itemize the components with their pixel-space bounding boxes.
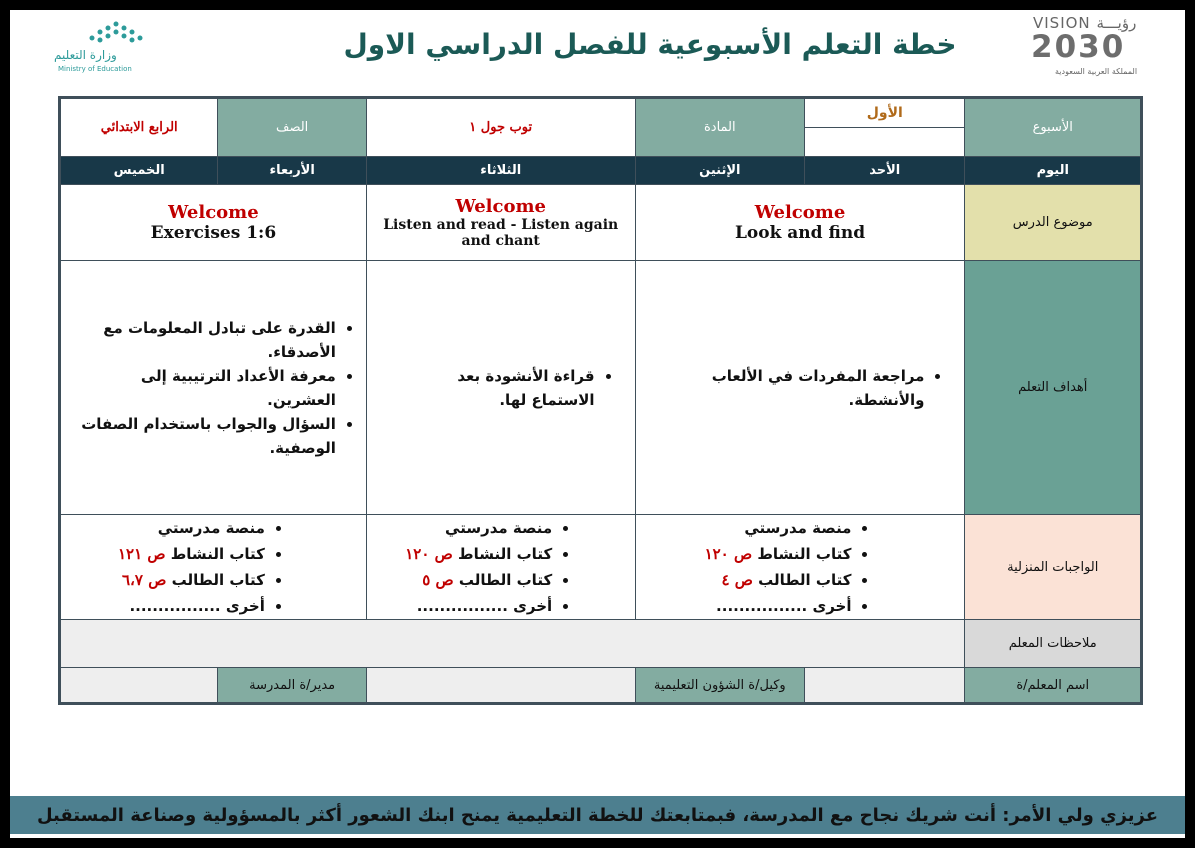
day-wednesday: الأربعاء (218, 157, 366, 185)
topic-col2-text: Listen and read - Listen again and chant (383, 217, 619, 249)
principal-label: مدير/ة المدرسة (218, 668, 366, 704)
topic-col2-title: Welcome (455, 196, 546, 217)
teacher-label: اسم المعلم/ة (965, 668, 1142, 704)
vision-2030-logo (1025, 14, 1138, 84)
subject-label: المادة (635, 98, 804, 157)
class-label: الصف (218, 98, 366, 157)
day-sunday: الأحد (805, 157, 965, 185)
goal-item: • قراءة الأنشودة بعد الاستماع لها. (391, 364, 595, 412)
subject-value: توب جول ١ (366, 98, 635, 157)
homework-row (60, 515, 1142, 620)
goal-item: • السؤال والجواب باستخدام الصفات الوصفية. (71, 412, 336, 460)
class-value: الرابع الابتدائي (60, 98, 218, 157)
homework-col1 (635, 515, 965, 620)
vision-arabic: رؤيـــة (1096, 14, 1137, 32)
homework-item: • أخرى ................ (405, 593, 552, 619)
teacher-notes-field[interactable] (60, 620, 965, 668)
week-label: الأسبوع (965, 98, 1142, 157)
goal-item: • معرفة الأعداد الترتيبية إلى العشرين. (71, 364, 336, 412)
weekly-plan-table (58, 96, 1143, 705)
vision-subtitle: المملكة العربية السعودية (1055, 67, 1138, 76)
topic-col1-title: Welcome (754, 202, 846, 223)
moe-logo-arabic: وزارة التعليم (54, 48, 117, 62)
homework-item: • كتاب النشاط ص ١٢١ (118, 541, 265, 567)
week-value-cell (805, 98, 965, 157)
goals-col3 (60, 261, 367, 515)
homework-item: • كتاب النشاط ص ١٢٠ (705, 541, 852, 567)
week-empty (805, 128, 964, 156)
goals-col1-list (636, 364, 965, 412)
goals-col2-list (367, 364, 635, 412)
goals-col3-list (61, 316, 366, 460)
goals-col1 (635, 261, 965, 515)
homework-item: • منصة مدرستي (705, 515, 852, 541)
homework-item: • منصة مدرستي (405, 515, 552, 541)
week-value: الأول (805, 99, 964, 128)
principal-name-field[interactable] (60, 668, 218, 704)
homework-item: • أخرى ................ (118, 593, 265, 619)
lesson-topic-col3 (60, 185, 367, 261)
day-thursday: الخميس (60, 157, 218, 185)
learning-goals-row (60, 261, 1142, 515)
notes-row (60, 620, 1142, 668)
homework-col3-list (118, 515, 295, 619)
topic-col3-text: Exercises 1:6 (150, 223, 277, 243)
parent-message: عزيزي ولي الأمر: أنت شريك نجاح مع المدرسة، فبمتابعتك للخطة التعليمية يمنح ابنك الشعور أكثر بالمسؤولية وصناعة المستقبل (36, 804, 1159, 826)
homework-item: • منصة مدرستي (118, 515, 265, 541)
goal-item: • القدرة على تبادل المعلومات مع الأصدقاء. (71, 316, 336, 364)
signatures-row (60, 668, 1142, 704)
homework-item: • كتاب الطالب ص ٤ (705, 567, 852, 593)
page-title: خطة التعلم الأسبوعية للفصل الدراسي الاول (343, 28, 957, 61)
teacher-notes-label: ملاحظات المعلم (965, 620, 1142, 668)
deputy-label: وكيل/ة الشؤون التعليمية (635, 668, 804, 704)
lesson-topic-col2 (366, 185, 635, 261)
lesson-topic-col1 (635, 185, 965, 261)
vision-word: VISION (1033, 14, 1091, 32)
homework-item: • كتاب النشاط ص ١٢٠ (405, 541, 552, 567)
info-row (60, 98, 1142, 157)
moe-logo-english: Ministry of Education (58, 65, 132, 73)
homework-item: • كتاب الطالب ص ٦،٧ (118, 567, 265, 593)
moe-dots-icon (84, 18, 154, 48)
day-tuesday: الثلاثاء (366, 157, 635, 185)
topic-col3-title: Welcome (168, 202, 259, 223)
teacher-name-field[interactable] (805, 668, 965, 704)
homework-col2 (366, 515, 635, 620)
vision-year: 2030 (1031, 29, 1126, 65)
homework-col3 (60, 515, 367, 620)
days-row (60, 157, 1142, 185)
deputy-name-field[interactable] (366, 668, 635, 704)
homework-col2-list (405, 515, 582, 619)
lesson-topic-label: موضوع الدرس (965, 185, 1142, 261)
ministry-of-education-logo (44, 18, 164, 80)
goal-item: • مراجعة المفردات في الألعاب والأنشطة. (646, 364, 925, 412)
day-label: اليوم (965, 157, 1142, 185)
page (10, 10, 1185, 838)
homework-col1-list (705, 515, 882, 619)
learning-goals-label: أهداف التعلم (965, 261, 1142, 515)
homework-item: • كتاب الطالب ص ٥ (405, 567, 552, 593)
topic-col1-text: Look and find (734, 223, 866, 243)
homework-label: الواجبات المنزلية (965, 515, 1142, 620)
parent-message-banner (10, 796, 1185, 834)
goals-col2 (366, 261, 635, 515)
homework-item: • أخرى ................ (705, 593, 852, 619)
day-monday: الإثنين (635, 157, 804, 185)
lesson-topic-row (60, 185, 1142, 261)
